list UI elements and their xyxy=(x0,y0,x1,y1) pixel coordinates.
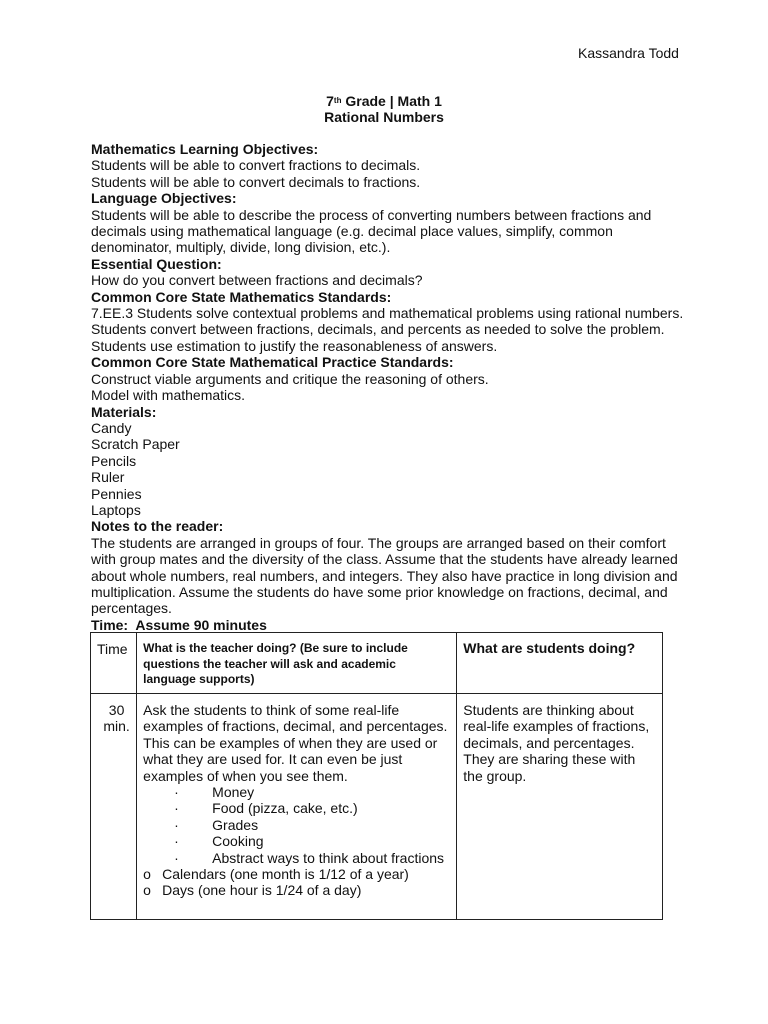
bullet-marker: · xyxy=(174,800,179,817)
sub-bullet-marker: o xyxy=(143,866,151,883)
list-item xyxy=(143,866,450,882)
ccss-math-line: 7.EE.3 Students solve contextual problems and mathematical problems using rational numbers. xyxy=(91,305,684,322)
title-topic: Rational Numbers xyxy=(324,109,444,125)
header-students: What are students doing? xyxy=(457,633,663,694)
sub-bullet-marker: o xyxy=(143,882,151,899)
ccss-practice-heading: Common Core State Mathematical Practice Standards: xyxy=(91,354,454,371)
material-item: Pencils xyxy=(91,452,137,469)
sub-bullet-text: Days (one hour is 1/24 of a day) xyxy=(162,882,362,899)
material-item: Candy xyxy=(91,419,132,436)
math-objectives-heading: Mathematics Learning Objectives: xyxy=(91,141,319,157)
title-line1-rest: Grade | Math 1 xyxy=(341,93,442,109)
material-item: Laptops xyxy=(91,501,141,518)
lesson-plan-table xyxy=(90,632,663,920)
material-item: Scratch Paper xyxy=(91,436,180,453)
bullet-text: Money xyxy=(212,784,255,801)
materials-heading: Materials: xyxy=(91,403,157,420)
bullet-marker: · xyxy=(174,784,179,801)
list-item xyxy=(143,817,450,833)
ccss-math-line: Students convert between fractions, decimals, and percents as needed to solve the problem. xyxy=(91,321,665,338)
students-activity: Students are thinking about real-life examples of fractions, decimals, and percentages. They are sharing these with the group. xyxy=(463,702,650,784)
language-objectives-text: Students will be able to describe the process of converting numbers between fractions and decimals using mathematical language (e.g. decimal place values, simplify, common denominator, multiply, divide, long division, etc.). xyxy=(91,206,652,256)
lesson-body xyxy=(91,141,691,633)
time-line xyxy=(91,617,691,633)
list-item xyxy=(143,833,450,849)
material-item: Ruler xyxy=(91,469,125,486)
author-name: Kassandra Todd xyxy=(578,45,679,61)
math-objective-line: Students will be able to convert decimals to fractions. xyxy=(91,173,421,190)
ccss-practice-line: Construct viable arguments and critique the reasoning of others. xyxy=(91,370,489,387)
bullet-text: Food (pizza, cake, etc.) xyxy=(212,800,358,817)
bullet-text: Cooking xyxy=(212,833,264,850)
ccss-math-line: Students use estimation to justify the reasonableness of answers. xyxy=(91,337,498,354)
grade-suffix: th xyxy=(333,96,342,105)
table-row xyxy=(91,694,663,920)
language-objectives-heading: Language Objectives: xyxy=(91,190,237,207)
ccss-math-heading: Common Core State Mathematics Standards: xyxy=(91,288,392,305)
time-value: Assume 90 minutes xyxy=(128,616,267,633)
notes-heading: Notes to the reader: xyxy=(91,518,224,535)
title-grade-line xyxy=(0,93,768,110)
list-item xyxy=(143,800,450,816)
list-item xyxy=(143,882,450,898)
grade-number: 7 xyxy=(326,93,334,109)
list-item xyxy=(143,784,450,800)
bullet-marker: · xyxy=(174,816,179,833)
bullet-text: Abstract ways to think about fractions xyxy=(212,849,445,866)
sub-bullet-text: Calendars (one month is 1/12 of a year) xyxy=(162,866,409,883)
row-time-value: 30 xyxy=(108,702,125,718)
list-item xyxy=(143,850,450,866)
header-time: Time xyxy=(91,633,137,694)
essential-question-heading: Essential Question: xyxy=(91,255,222,272)
row-time-unit: min. xyxy=(103,718,130,735)
header-teacher: What is the teacher doing? (Be sure to include questions the teacher will ask and academic language supports) xyxy=(137,633,457,694)
ccss-practice-line: Model with mathematics. xyxy=(91,387,246,404)
row-students-cell xyxy=(457,694,663,920)
time-heading: Time: xyxy=(91,616,129,633)
notes-text: The students are arranged in groups of four. The groups are arranged based on their comfort with group mates and the diversity of the class. Assume that the students have already learned about whole numbers, real numbers, and integers. They also have practice in long division and multiplication. Assume the students do have some prior knowledge on fractions, decimal, and percentages. xyxy=(91,534,678,617)
row-teacher-cell xyxy=(137,694,457,920)
material-item: Pennies xyxy=(91,485,142,502)
essential-question-text: How do you convert between fractions and decimals? xyxy=(91,272,423,289)
math-objective-line: Students will be able to convert fractions to decimals. xyxy=(91,157,421,174)
table-header-row xyxy=(91,633,663,694)
bullet-text: Grades xyxy=(212,816,259,833)
teacher-instruction: Ask the students to think of some real-life examples of fractions, decimal, and percentages. This can be examples of when they are used or what they are used for. It can even be just examples of when you see them. xyxy=(143,702,448,784)
bullet-marker: · xyxy=(174,833,179,850)
bullet-marker: · xyxy=(174,849,179,866)
row-time-cell xyxy=(91,694,137,920)
